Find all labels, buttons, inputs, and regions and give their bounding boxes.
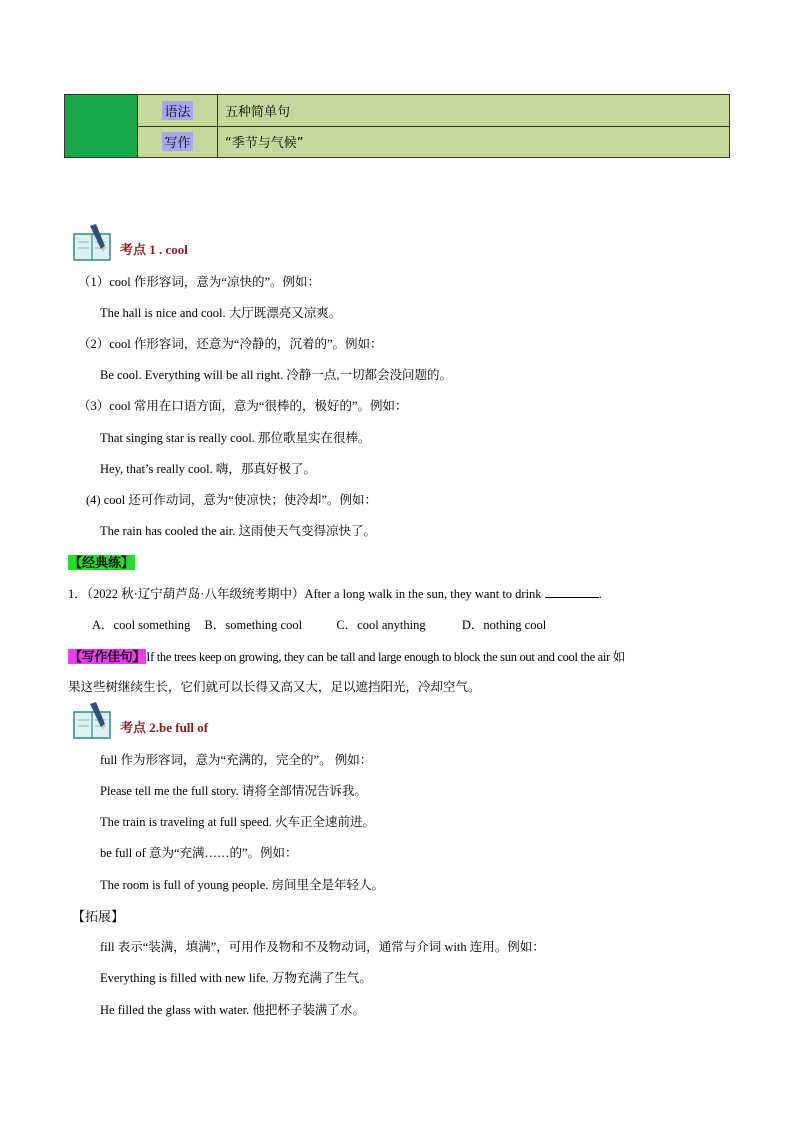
kaodian-2-line-5: The room is full of young people. 房间里全是年轻人。 (100, 878, 384, 892)
extension-line-1: fill 表示“装满，填满”，可用作及物和不及物动词，通常与介词 with 连用。例如： (100, 940, 545, 954)
topic-row-writing (138, 126, 729, 158)
kaodian-1-line-7: Hey, that’s really cool. 嗨，那真好极了。 (100, 462, 316, 476)
kaodian-2-line-4: be full of 意为“充满……的”。例如： (100, 846, 298, 860)
kaodian-1-line-3: （2）cool 作形容词，还意为“冷静的，沉着的”。例如： (78, 337, 383, 351)
notebook-pencil-icon (72, 224, 116, 262)
option-a: A．cool something (92, 618, 191, 632)
kaodian-2-line-2: Please tell me the full story. 请将全部情况告诉我。 (100, 784, 367, 798)
extension-line-2: Everything is filled with new life. 万物充满了生气。 (100, 971, 372, 985)
practice-tag-line (68, 552, 135, 571)
extension-line-3: He filled the glass with water. 他把杯子装满了水。 (100, 1003, 365, 1017)
topic-value: “季节与气候” (225, 136, 304, 152)
kaodian-1-line-9: The rain has cooled the air. 这雨使天气变得凉快了。 (100, 524, 376, 538)
practice-tag: 【经典练】 (69, 555, 135, 570)
practice-options (92, 615, 546, 633)
kaodian-1-line-8: (4) cool 还可作动词，意为“使凉快；使冷却”。例如： (86, 493, 377, 507)
kaodian-2-heading (72, 702, 208, 740)
topic-label: 写作 (162, 132, 192, 151)
writing-tag: 【写作佳句】 (69, 649, 146, 664)
kaodian-1-line-6: That singing star is really cool. 那位歌星实在很棒。 (100, 431, 371, 445)
option-c: C．cool anything (336, 618, 426, 632)
practice-question: 1．（2022 秋·辽宁葫芦岛·八年级统考期中）After a long walk in the sun, they want to drink . (68, 587, 602, 601)
topic-row-grammar (138, 95, 729, 126)
kaodian-2-line-1: full 作为形容词，意为“充满的，完全的”。 例如： (100, 753, 373, 767)
topic-table (64, 94, 730, 158)
option-d: D．nothing cool (461, 618, 547, 632)
topic-label: 语法 (162, 101, 192, 120)
writing-line-2: 果这些树继续生长，它们就可以长得又高又大，足以遮挡阳光，冷却空气。 (68, 680, 481, 694)
kaodian-1-heading (72, 224, 188, 262)
kaodian-1-line-1: （1）cool 作形容词，意为“凉快的”。例如： (78, 275, 320, 289)
writing-line-1: 【写作佳句】If the trees keep on growing, they can be tall and large enough to block the sun out and cool the air 如 (69, 649, 625, 664)
kaodian-1-line-4: Be cool. Everything will be all right. 冷静一点,一切都会没问题的。 (100, 368, 453, 382)
kaodian-1-title: 考点 1 . cool (120, 242, 188, 257)
topic-table-rows (138, 95, 729, 157)
kaodian-1-line-2: The hall is nice and cool. 大厅既漂亮又凉爽。 (100, 306, 342, 320)
kaodian-2-line-3: The train is traveling at full speed. 火车正全速前进。 (100, 815, 375, 829)
kaodian-1-line-5: （3）cool 常用在口语方面，意为“很棒的，极好的”。例如： (78, 399, 408, 413)
extension-tag: 【拓展】 (72, 909, 125, 924)
topic-table-green-cell (65, 95, 138, 157)
kaodian-2-title: 考点 2.be full of (120, 720, 209, 735)
topic-value: 五种简单句 (225, 104, 291, 120)
option-b: B．something cool (204, 618, 303, 632)
answer-blank (545, 587, 599, 598)
notebook-pencil-icon (72, 702, 116, 740)
